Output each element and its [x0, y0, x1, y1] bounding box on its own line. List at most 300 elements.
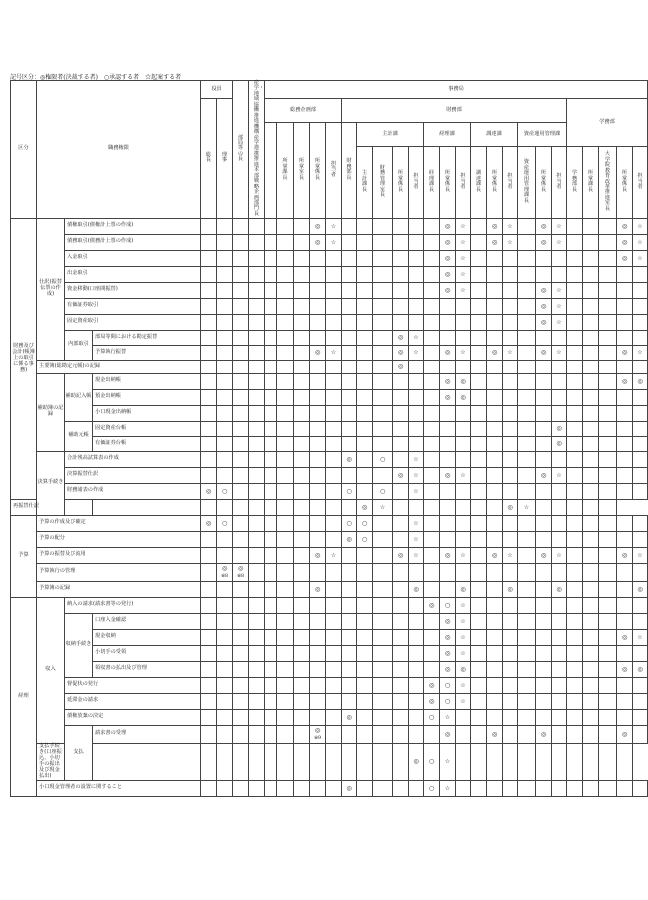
row-label: 予算の配分 [37, 531, 201, 547]
table-cell [310, 298, 326, 314]
table-cell [583, 563, 599, 581]
table-cell [456, 780, 471, 796]
table-cell [357, 645, 373, 661]
table-cell [599, 389, 617, 405]
table-cell [249, 499, 265, 515]
table-cell [409, 725, 424, 743]
table-cell [326, 629, 342, 645]
table-cell [409, 282, 424, 298]
table-cell [310, 360, 326, 373]
table-cell [487, 597, 503, 613]
table-cell [617, 613, 633, 629]
authority-mark: ☆ [456, 597, 471, 613]
table-cell [201, 661, 217, 677]
table-cell [373, 421, 393, 436]
table-cell [357, 629, 373, 645]
table-cell [294, 234, 310, 250]
table-cell [373, 234, 393, 250]
table-cell [583, 345, 599, 360]
table-cell [326, 563, 342, 581]
table-cell [440, 436, 456, 451]
table-cell [503, 282, 518, 298]
row-label: 小口現金管理者の設置に関すること [37, 780, 201, 796]
table-cell [217, 250, 233, 266]
table-cell [456, 743, 471, 780]
header-somu: 総務企画部 [265, 99, 342, 123]
table-cell [633, 314, 648, 330]
table-cell [552, 677, 567, 693]
table-cell [567, 709, 583, 725]
table-cell [201, 250, 217, 266]
table-cell [310, 330, 326, 345]
table-cell [357, 282, 373, 298]
authority-mark: ◎ [617, 725, 633, 743]
table-cell [440, 451, 456, 467]
table-cell [310, 467, 326, 483]
table-cell [326, 467, 342, 483]
table-cell [373, 780, 393, 796]
authority-mark: ☆ [503, 345, 518, 360]
table-cell [277, 597, 294, 613]
table-cell [440, 581, 456, 597]
table-cell [201, 405, 217, 421]
table-cell [471, 360, 487, 373]
table-cell [518, 693, 536, 709]
table-cell [373, 282, 393, 298]
table-row [11, 282, 648, 298]
table-cell [633, 330, 648, 345]
table-cell [294, 298, 310, 314]
table-cell [471, 645, 487, 661]
table-cell [342, 693, 357, 709]
table-cell [277, 581, 294, 597]
table-cell [583, 330, 599, 345]
table-cell [265, 467, 277, 483]
table-cell [633, 645, 648, 661]
table-cell [326, 314, 342, 330]
table-cell [326, 451, 342, 467]
table-cell [326, 661, 342, 677]
table-cell [536, 780, 552, 796]
table-cell [599, 531, 617, 547]
authority-mark: ☆ [409, 345, 424, 360]
table-cell [583, 421, 599, 436]
table-cell [249, 266, 265, 282]
table-cell [294, 725, 310, 743]
authority-mark: ◎ [503, 499, 518, 515]
table-row [11, 531, 648, 547]
table-cell [294, 282, 310, 298]
table-cell [217, 345, 233, 360]
table-cell [471, 330, 487, 345]
table-cell [599, 725, 617, 743]
table-cell [326, 421, 342, 436]
table-cell [583, 693, 599, 709]
table-cell [277, 451, 294, 467]
table-cell [393, 725, 409, 743]
table-cell [294, 389, 310, 405]
table-cell [409, 499, 424, 515]
table-cell [249, 597, 265, 613]
table-cell [233, 597, 249, 613]
table-cell [233, 405, 249, 421]
table-row [11, 373, 648, 389]
table-cell [277, 483, 294, 499]
table-cell [503, 597, 518, 613]
header-bukyoku: 部局等の長 [233, 81, 249, 219]
table-cell [583, 499, 599, 515]
table-cell [567, 314, 583, 330]
table-cell [217, 661, 233, 677]
authority-mark: ☆ [440, 709, 456, 725]
table-cell [201, 298, 217, 314]
table-cell [233, 345, 249, 360]
table-cell [277, 250, 294, 266]
table-cell [310, 693, 326, 709]
row-label: 予算簿の記録 [37, 581, 201, 597]
table-cell [456, 563, 471, 581]
authority-mark: ☆ [456, 677, 471, 693]
table-cell [503, 725, 518, 743]
table-cell [326, 709, 342, 725]
table-cell [567, 629, 583, 645]
table-cell [487, 613, 503, 629]
table-cell [617, 531, 633, 547]
table-cell [583, 282, 599, 298]
table-cell [217, 581, 233, 597]
table-cell [393, 645, 409, 661]
row-label: 有価証券台帳 [93, 436, 201, 451]
table-cell [409, 677, 424, 693]
authority-mark: ◎ [536, 345, 552, 360]
table-cell [503, 250, 518, 266]
table-cell [326, 645, 342, 661]
table-cell [503, 421, 518, 436]
table-cell [373, 629, 393, 645]
authority-mark: ◎ [342, 451, 357, 467]
authority-mark: ☆ [633, 345, 648, 360]
table-cell [503, 483, 518, 499]
table-cell [342, 234, 357, 250]
table-cell [393, 613, 409, 629]
header-riji: 理事 [217, 99, 233, 219]
table-cell [393, 451, 409, 467]
table-cell [487, 629, 503, 645]
table-cell [249, 613, 265, 629]
table-cell [487, 515, 503, 531]
table-cell [518, 467, 536, 483]
table-cell [471, 436, 487, 451]
table-cell [567, 725, 583, 743]
authority-mark: ◎ [536, 282, 552, 298]
authority-mark: ◎ [342, 780, 357, 796]
table-cell [599, 515, 617, 531]
table-cell [294, 330, 310, 345]
table-cell [599, 613, 617, 629]
table-cell [310, 645, 326, 661]
table-row [11, 581, 648, 597]
table-cell [233, 451, 249, 467]
table-cell [326, 405, 342, 421]
table-cell [249, 780, 265, 796]
table-cell [633, 693, 648, 709]
table-cell [373, 218, 393, 234]
table-cell [265, 693, 277, 709]
table-cell [424, 266, 440, 282]
table-row [11, 515, 648, 531]
table-cell [440, 563, 456, 581]
table-cell [249, 581, 265, 597]
table-cell [567, 421, 583, 436]
table-cell [277, 531, 294, 547]
table-cell [599, 743, 617, 780]
table-cell [249, 345, 265, 360]
table-cell [357, 373, 373, 389]
table-cell [487, 436, 503, 451]
table-cell [583, 467, 599, 483]
authority-mark: ◎ [310, 581, 326, 597]
table-cell [249, 677, 265, 693]
authority-mark: ☆ [552, 298, 567, 314]
table-cell [265, 780, 277, 796]
table-cell [249, 563, 265, 581]
table-cell [456, 298, 471, 314]
table-cell [357, 389, 373, 405]
table-cell [567, 661, 583, 677]
table-cell [326, 266, 342, 282]
table-cell [471, 298, 487, 314]
authority-mark: ◎ [552, 436, 567, 451]
table-cell [617, 282, 633, 298]
table-cell [342, 282, 357, 298]
table-cell [599, 780, 617, 796]
authority-mark: ☆ [456, 218, 471, 234]
table-cell [409, 421, 424, 436]
authority-mark: ☆ [552, 234, 567, 250]
table-cell [217, 234, 233, 250]
row-label: 予算の振替及び流用 [37, 547, 201, 563]
table-cell [201, 629, 217, 645]
table-cell [599, 709, 617, 725]
table-cell [357, 345, 373, 360]
table-cell [393, 693, 409, 709]
table-cell [487, 743, 503, 780]
table-cell [583, 743, 599, 780]
group-shunyu: 収入 [37, 597, 65, 743]
table-cell [342, 467, 357, 483]
authority-mark: ☆ [409, 547, 424, 563]
table-cell [599, 234, 617, 250]
table-cell [277, 467, 294, 483]
table-cell [583, 250, 599, 266]
row-label: 財務諸表の作成 [65, 483, 201, 499]
table-cell [326, 483, 342, 499]
table-cell [583, 709, 599, 725]
table-cell [536, 661, 552, 677]
table-cell [294, 581, 310, 597]
table-cell [277, 661, 294, 677]
header-somu-shitsucho: 所掌室長 [294, 123, 310, 219]
table-cell [617, 330, 633, 345]
table-cell [373, 405, 393, 421]
header-shukei-tanto: 担当者 [409, 147, 424, 219]
table-cell [471, 709, 487, 725]
header-zaimu: 財務部 [342, 99, 567, 123]
table-cell [201, 693, 217, 709]
table-cell [440, 314, 456, 330]
table-cell [373, 725, 393, 743]
table-cell [424, 629, 440, 645]
table-cell [424, 531, 440, 547]
table-cell [201, 780, 217, 796]
table-cell [373, 547, 393, 563]
table-cell [424, 645, 440, 661]
table-cell [567, 581, 583, 597]
table-row [11, 499, 648, 515]
table-cell [409, 360, 424, 373]
authority-mark: ◎ [536, 298, 552, 314]
table-cell [373, 436, 393, 451]
table-cell [471, 597, 487, 613]
table-cell [518, 234, 536, 250]
table-cell [552, 499, 567, 515]
table-cell [294, 743, 310, 780]
table-cell [265, 373, 277, 389]
table-cell [471, 629, 487, 645]
authority-mark: ☆ [373, 499, 393, 515]
table-cell [217, 709, 233, 725]
table-cell [552, 531, 567, 547]
header-shisan-kakari: 所掌係長 [536, 147, 552, 219]
table-cell [583, 515, 599, 531]
table-cell [503, 629, 518, 645]
authority-mark: ◎ [536, 725, 552, 743]
table-cell [487, 250, 503, 266]
table-cell [583, 314, 599, 330]
authority-mark: ☆ [552, 345, 567, 360]
table-cell [249, 314, 265, 330]
table-cell [265, 613, 277, 629]
table-cell [536, 421, 552, 436]
table-cell [424, 483, 440, 499]
table-cell [536, 436, 552, 451]
table-cell [552, 645, 567, 661]
table-cell [424, 499, 440, 515]
table-cell [424, 563, 440, 581]
table-cell [265, 483, 277, 499]
table-cell [217, 451, 233, 467]
authority-mark: ○ [424, 709, 440, 725]
authority-mark: ◎ [440, 389, 456, 405]
table-cell [552, 629, 567, 645]
table-cell [277, 563, 294, 581]
authority-mark: ◎ [536, 547, 552, 563]
table-cell [518, 330, 536, 345]
row-label: 再振替仕訳 [11, 499, 65, 515]
table-cell [201, 531, 217, 547]
table-cell [518, 645, 536, 661]
table-cell [487, 266, 503, 282]
table-cell [633, 282, 648, 298]
table-cell [633, 436, 648, 451]
row-label: 預金出納帳 [93, 389, 201, 405]
table-cell [518, 345, 536, 360]
table-row [11, 725, 648, 743]
authority-mark: ☆ [440, 780, 456, 796]
table-cell [265, 282, 277, 298]
authority-mark: ○ [373, 451, 393, 467]
table-cell [518, 298, 536, 314]
table-cell [487, 677, 503, 693]
table-cell [487, 405, 503, 421]
table-cell [503, 531, 518, 547]
table-cell [233, 645, 249, 661]
table-cell [373, 709, 393, 725]
authority-mark: ☆ [326, 345, 342, 360]
table-cell [583, 780, 599, 796]
table-cell [599, 563, 617, 581]
table-cell [393, 661, 409, 677]
table-cell [265, 563, 277, 581]
table-cell [567, 645, 583, 661]
table-cell [357, 581, 373, 597]
table-cell [552, 250, 567, 266]
table-cell [342, 677, 357, 693]
table-row [11, 645, 648, 661]
table-cell [373, 330, 393, 345]
table-cell [617, 780, 633, 796]
table-cell [518, 661, 536, 677]
authority-mark: ◎ [440, 345, 456, 360]
table-row [11, 330, 648, 345]
table-cell [567, 234, 583, 250]
table-cell [503, 451, 518, 467]
table-cell [536, 613, 552, 629]
table-cell [233, 709, 249, 725]
table-cell [357, 330, 373, 345]
authority-mark: ○ [217, 515, 233, 531]
table-cell [233, 677, 249, 693]
table-cell [518, 597, 536, 613]
table-cell [265, 677, 277, 693]
row-label: 支払手続き(口座振込、小切手の振出及び現金払出) [37, 743, 65, 780]
table-cell [393, 515, 409, 531]
table-cell [409, 314, 424, 330]
header-shukei: 主計課 [357, 123, 424, 147]
table-cell [233, 330, 249, 345]
table-cell [233, 360, 249, 373]
table-cell [424, 282, 440, 298]
table-cell [567, 218, 583, 234]
authority-mark: ◎ [617, 547, 633, 563]
table-cell [233, 531, 249, 547]
table-cell [294, 499, 310, 515]
authority-mark: ◎ [424, 693, 440, 709]
table-cell [233, 780, 249, 796]
table-cell [617, 483, 633, 499]
authority-mark: ◎ [617, 373, 633, 389]
table-cell [201, 360, 217, 373]
row-label: 主要簿(総勘定元帳)の記録 [37, 360, 201, 373]
table-cell [294, 709, 310, 725]
authority-mark: ◎ [440, 725, 456, 743]
table-cell [536, 360, 552, 373]
authority-mark: ☆ [552, 547, 567, 563]
table-cell [518, 515, 536, 531]
authority-mark: ☆ [552, 314, 567, 330]
table-cell [249, 405, 265, 421]
table-cell [233, 421, 249, 436]
